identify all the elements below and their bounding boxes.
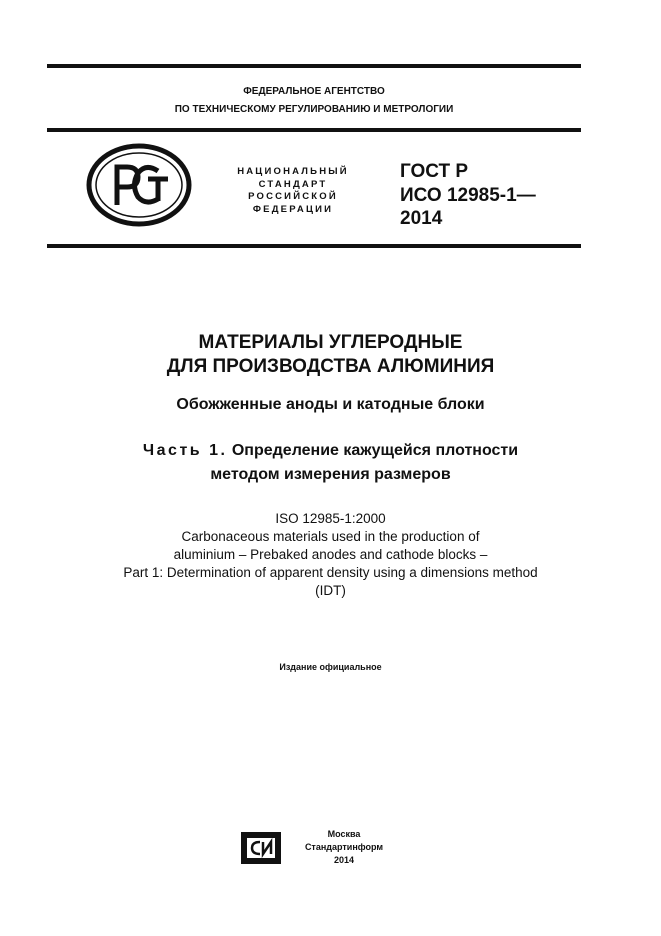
part-number: Часть 1. [142,442,228,459]
national-line-3: РОССИЙСКОЙ [248,191,338,202]
header-rule [47,128,581,132]
part-title-line-1 [0,439,661,463]
part-title-line-2: методом измерения размеров [210,466,451,483]
national-line-2: СТАНДАРТ [258,178,328,190]
main-title-line-2: ДЛЯ ПРОИЗВОДСТВА АЛЮМИНИЯ [166,356,495,377]
edition-label: Издание официальное [279,662,382,672]
national-line-4: ФЕДЕРАЦИИ [252,203,334,215]
publisher-block [294,828,394,867]
standard-code-line-2: ИСО 12985-1— [400,184,536,206]
iso-line-1: ISO 12985-1:2000 [275,511,386,526]
national-line-1: НАЦИОНАЛЬНЫЙ [237,166,349,177]
iso-line-2: Carbonaceous materials used in the production of [181,529,480,544]
part-title [0,439,661,487]
standard-code-line-3: 2014 [400,208,443,229]
standard-code-line-1: ГОСТ Р [400,161,469,182]
iso-line-3: aluminium – Prebaked anodes and cathode blocks – [173,547,488,562]
top-rule [47,64,581,68]
publisher-name: Стандартинформ [304,842,384,852]
publisher-city: Москва [327,829,361,839]
iso-line-5: (IDT) [315,583,346,598]
main-title-line-1: МАТЕРИАЛЫ УГЛЕРОДНЫЕ [198,332,463,353]
publisher-year: 2014 [333,855,355,865]
iso-reference [0,510,661,600]
iso-line-4: Part 1: Determination of apparent density using a dimensions method [123,565,538,580]
lower-header-rule [47,244,581,248]
national-standard-label [226,166,360,216]
agency-line-1: ФЕДЕРАЛЬНОЕ АГЕНТСТВО [243,86,385,97]
main-title [0,331,661,379]
standartinform-logo-icon [240,831,282,865]
rst-gost-emblem-icon [86,143,192,227]
standard-code [400,160,536,231]
agency-line-2: ПО ТЕХНИЧЕСКОМУ РЕГУЛИРОВАНИЮ И МЕТРОЛОГИИ [174,104,454,115]
subtitle: Обожженные аноды и катодные блоки [176,396,485,413]
part-title-text: Определение кажущейся плотности [227,442,519,459]
